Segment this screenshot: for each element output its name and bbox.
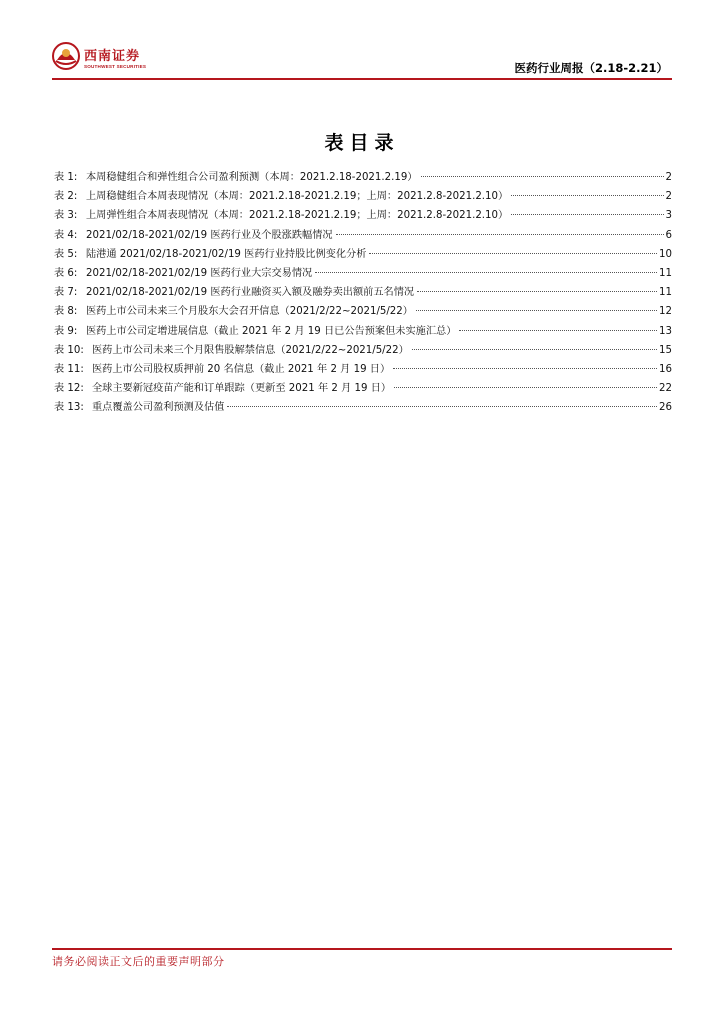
company-logo (52, 42, 162, 76)
toc-entry-page: 11 (659, 267, 672, 279)
toc-entry-title: 重点覆盖公司盈利预测及估值 (92, 402, 225, 414)
logo-english-name: SOUTHWEST SECURITIES (84, 64, 147, 69)
toc-entry-label: 表 11: (54, 363, 84, 375)
toc-entry-page: 13 (659, 325, 672, 337)
toc-entry-page: 15 (659, 344, 672, 356)
toc-entry-2[interactable] (54, 187, 672, 206)
toc-leader-dots (394, 387, 657, 388)
toc-entry-label: 表 6: (54, 267, 78, 279)
toc-entry-title: 2021/02/18-2021/02/19 医药行业大宗交易情况 (86, 267, 313, 279)
report-name: 医药行业周报（2.18-2.21） (514, 61, 668, 75)
toc-entry-label: 表 8: (54, 306, 78, 318)
toc-entry-page: 11 (659, 287, 672, 299)
toc-entry-title: 医药上市公司未来三个月股东大会召开信息（2021/2/22~2021/5/22） (86, 306, 413, 318)
toc-entry-page: 10 (659, 248, 672, 260)
toc-entry-11[interactable] (54, 360, 672, 379)
toc-entry-page: 22 (659, 383, 672, 395)
toc-entry-7[interactable] (54, 283, 672, 302)
toc-entry-label: 表 12: (54, 383, 84, 395)
toc-title: 表目录 (324, 132, 400, 154)
toc-entry-label: 表 1: (54, 172, 78, 183)
toc-entry-10[interactable] (54, 341, 672, 360)
logo-emblem-icon (52, 42, 80, 70)
toc-entry-title: 2021/02/18-2021/02/19 医药行业及个股涨跌幅情况 (86, 229, 333, 241)
toc-leader-dots (421, 176, 664, 177)
toc-leader-dots (417, 291, 657, 292)
footer-divider (52, 948, 672, 950)
toc-entry-3[interactable] (54, 206, 672, 225)
toc-entry-label: 表 3: (54, 210, 78, 222)
toc-entry-5[interactable] (54, 245, 672, 264)
toc-leader-dots (511, 214, 663, 215)
toc-entry-page: 26 (659, 402, 672, 414)
toc-entry-label: 表 7: (54, 287, 78, 299)
header-divider (52, 78, 672, 80)
toc-entry-label: 表 10: (54, 344, 84, 356)
toc-entry-title: 陆港通 2021/02/18-2021/02/19 医药行业持股比例变化分析 (86, 248, 367, 260)
page-header (52, 38, 672, 80)
table-of-contents (54, 168, 672, 417)
toc-entry-9[interactable] (54, 322, 672, 341)
toc-entry-title: 上周弹性组合本周表现情况（本周：2021.2.18-2021.2.19；上周：2021.2.8-2021.2.10） (86, 210, 509, 222)
toc-leader-dots (315, 272, 657, 273)
toc-leader-dots (227, 406, 657, 407)
toc-entry-title: 医药上市公司股权质押前 20 名信息（截止 2021 年 2 月 19 日） (92, 363, 391, 375)
toc-entry-label: 表 5: (54, 248, 78, 260)
toc-leader-dots (459, 330, 657, 331)
toc-entry-1[interactable] (54, 168, 672, 187)
toc-entry-6[interactable] (54, 264, 672, 283)
toc-entry-4[interactable] (54, 226, 672, 245)
toc-leader-dots (369, 253, 657, 254)
toc-entry-13[interactable] (54, 398, 672, 417)
toc-entry-8[interactable] (54, 302, 672, 321)
toc-entry-title: 上周稳健组合本周表现情况（本周：2021.2.18-2021.2.19；上周：2021.2.8-2021.2.10） (86, 191, 509, 203)
toc-leader-dots (336, 234, 664, 235)
toc-entry-page: 6 (665, 229, 672, 241)
toc-leader-dots (393, 368, 657, 369)
footer-disclaimer-notice: 请务必阅读正文后的重要声明部分 (52, 955, 225, 968)
toc-entry-title: 本周稳健组合和弹性组合公司盈利预测（本周：2021.2.18-2021.2.19） (86, 172, 418, 183)
toc-entry-title: 2021/02/18-2021/02/19 医药行业融资买入额及融券卖出额前五名情况 (86, 287, 415, 299)
toc-entry-label: 表 13: (54, 402, 84, 414)
toc-leader-dots (416, 310, 657, 311)
toc-leader-dots (511, 195, 663, 196)
toc-entry-page: 2 (665, 172, 672, 183)
toc-entry-page: 2 (665, 191, 672, 203)
toc-entry-label: 表 9: (54, 325, 78, 337)
toc-entry-title: 医药上市公司定增进展信息（截止 2021 年 2 月 19 日已公告预案但未实施汇总） (86, 325, 457, 337)
toc-entry-page: 12 (659, 306, 672, 318)
toc-entry-title: 医药上市公司未来三个月限售股解禁信息（2021/2/22~2021/5/22） (92, 344, 409, 356)
logo-chinese-name: 西南证券 (84, 49, 141, 64)
toc-entry-label: 表 4: (54, 229, 78, 241)
toc-leader-dots (412, 349, 657, 350)
toc-entry-page: 16 (659, 363, 672, 375)
toc-entry-12[interactable] (54, 379, 672, 398)
toc-entry-title: 全球主要新冠疫苗产能和订单跟踪（更新至 2021 年 2 月 19 日） (92, 383, 392, 395)
toc-entry-page: 3 (665, 210, 672, 222)
toc-entry-label: 表 2: (54, 191, 78, 203)
